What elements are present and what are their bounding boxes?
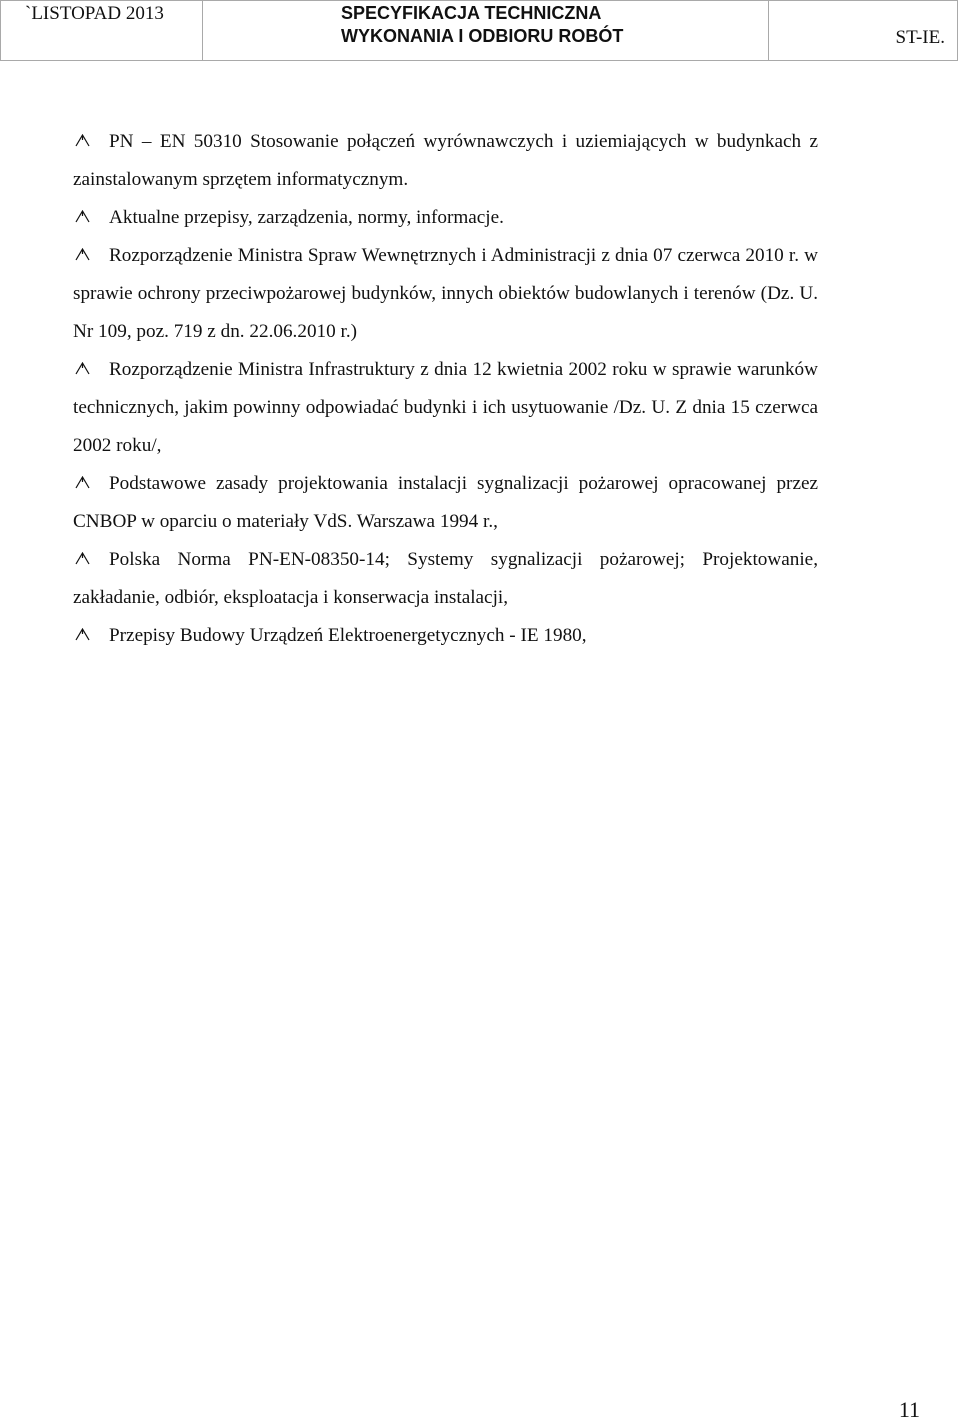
list-item xyxy=(73,123,818,199)
standards-list xyxy=(73,123,818,655)
header-document-code: ST-IE. xyxy=(895,27,945,48)
list-item xyxy=(73,465,818,541)
header-title xyxy=(203,1,769,60)
header-title-line-2: WYKONANIA I ODBIORU ROBÓT xyxy=(341,26,624,46)
caret-arrow-icon xyxy=(73,199,93,237)
caret-arrow-icon xyxy=(73,237,93,275)
caret-arrow-icon xyxy=(73,541,93,579)
caret-arrow-icon xyxy=(73,351,93,389)
page-header xyxy=(0,0,958,61)
list-item xyxy=(73,351,818,465)
caret-arrow-icon xyxy=(73,617,93,655)
list-item xyxy=(73,199,818,237)
list-item-text: Aktualne przepisy, zarządzenia, normy, informacje. xyxy=(109,207,504,228)
header-title-line-1: SPECYFIKACJA TECHNICZNA xyxy=(341,3,602,23)
list-item xyxy=(73,541,818,617)
list-item xyxy=(73,237,818,351)
page-number: 11 xyxy=(898,1397,920,1422)
list-item xyxy=(73,617,818,655)
caret-arrow-icon xyxy=(73,123,93,161)
list-item-text: PN – EN 50310 Stosowanie połączeń wyrównawczych i uziemiających w budynkach z zainstalowanym sprzętem informatycznym. xyxy=(73,131,818,190)
list-item-text: Rozporządzenie Ministra Infrastruktury z dnia 12 kwietnia 2002 roku w sprawie warunków technicznych, jakim powinny odpowiadać budynki i ich usytuowanie /Dz. U. Z dnia 15 czerwca 2002 roku/, xyxy=(73,359,818,456)
list-item-text: Polska Norma PN-EN-08350-14; Systemy sygnalizacji pożarowej; Projektowanie, zakładanie, odbiór, eksploatacja i konserwacja instalacji, xyxy=(73,549,818,608)
list-item-text: Przepisy Budowy Urządzeń Elektroenergetycznych - IE 1980, xyxy=(109,625,587,646)
list-item-text: Podstawowe zasady projektowania instalacji sygnalizacji pożarowej opracowanej przez CNBOP w oparciu o materiały VdS. Warszawa 1994 r., xyxy=(73,473,818,532)
caret-arrow-icon xyxy=(73,465,93,503)
list-item-text: Rozporządzenie Ministra Spraw Wewnętrznych i Administracji z dnia 07 czerwca 2010 r. w sprawie ochrony przeciwpożarowej budynków, innych obiektów budowlanych i terenów (Dz. U. Nr 109, poz. 719 z dn. 22.06.2010 r.) xyxy=(73,245,818,342)
header-date: `LISTOPAD 2013 xyxy=(1,1,203,60)
